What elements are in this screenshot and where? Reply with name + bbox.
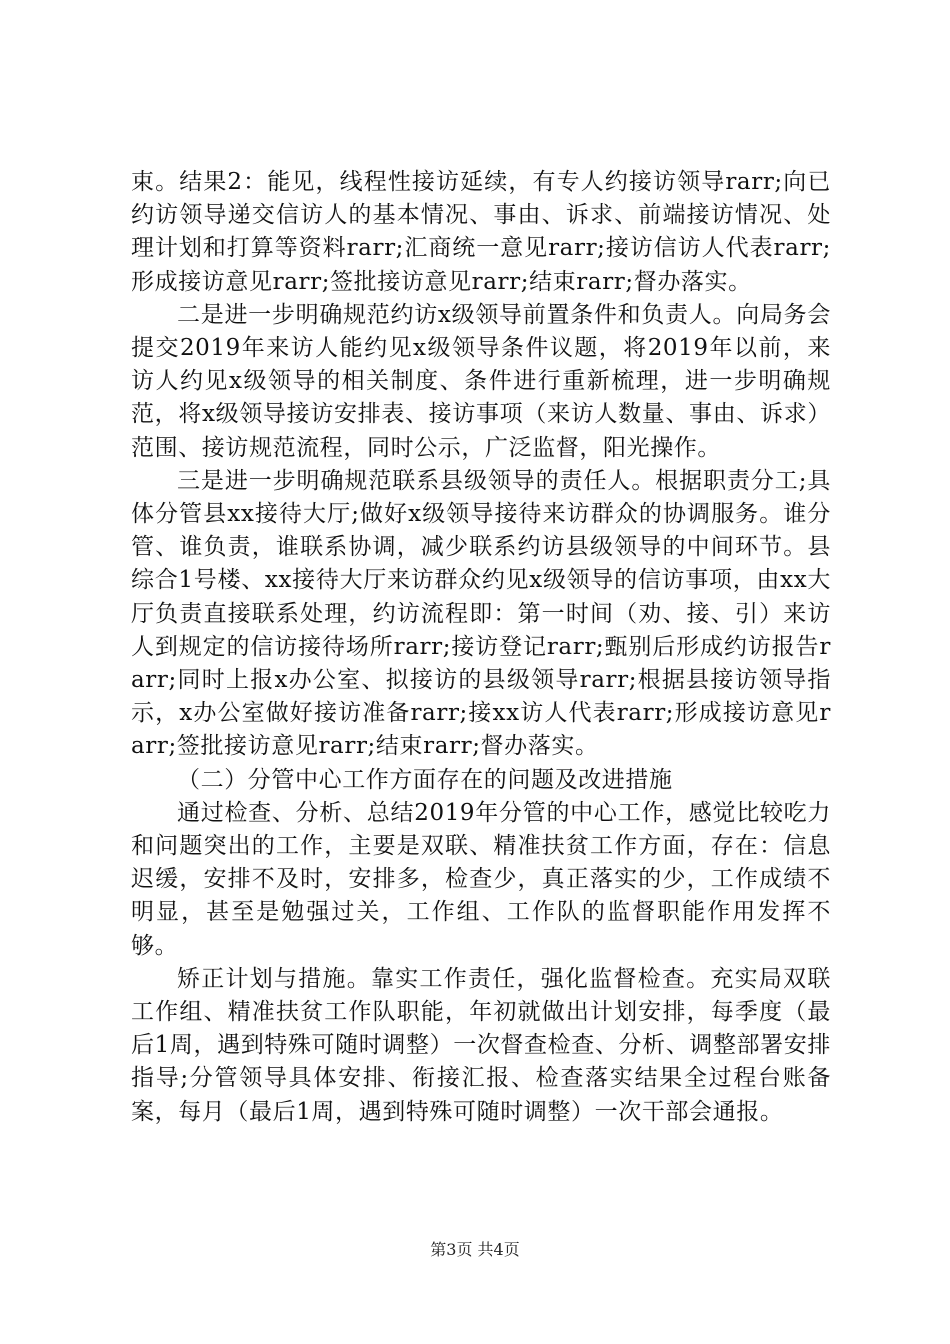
page-number: 第3页 共4页 — [430, 1240, 520, 1259]
document-body — [131, 166, 831, 1129]
paragraph-point-three: 三是进一步明确规范联系县级领导的责任人。根据职责分工;具体分管县xx接待大厅;做好x级领导接待来访群众的协调服务。谁分管、谁负责，谁联系协调，减少联系约访县级领导的中间环节。县综合1号楼、xx接待大厅来访群众约见x级领导的信访事项，由xx大厅负责直接联系处理，约访流程即：第一时间（劝、接、引）来访人到规定的信访接待场所rarr;接访登记rarr;甄别后形成约访报告rarr;同时上报x办公室、拟接访的县级领导rarr;根据县接访领导指示，x办公室做好接访准备rarr;接xx访人代表rarr;形成接访意见rarr;签批接访意见rarr;结束rarr;督办落实。 — [131, 467, 831, 760]
paragraph-problems: 通过检查、分析、总结2019年分管的中心工作，感觉比较吃力和问题突出的工作，主要是双联、精准扶贫工作方面，存在：信息迟缓，安排不及时，安排多，检查少，真正落实的少，工作成绩不明显，甚至是勉强过关，工作组、工作队的监督职能作用发挥不够。 — [131, 799, 831, 959]
section-heading: （二）分管中心工作方面存在的问题及改进措施 — [177, 766, 673, 793]
paragraph-continuation: 束。结果2：能见，线程性接访延续，有专人约接访领导rarr;向已约访领导递交信访人的基本情况、事由、诉求、前端接访情况、处理计划和打算等资料rarr;汇商统一意见rarr;接访信访人代表rarr;形成接访意见rarr;签批接访意见rarr;结束rarr;督办落实。 — [131, 169, 831, 295]
paragraph-measures: 矫正计划与措施。靠实工作责任，强化监督检查。充实局双联工作组、精准扶贫工作队职能，年初就做出计划安排，每季度（最后1周，遇到特殊可随时调整）一次督查检查、分析、调整部署安排指导;分管领导具体安排、衔接汇报、检查落实结果全过程台账备案，每月（最后1周，遇到特殊可随时调整）一次干部会通报。 — [131, 965, 831, 1125]
paragraph-point-two: 二是进一步明确规范约访x级领导前置条件和负责人。向局务会提交2019年来访人能约见x级领导条件议题，将2019年以前，来访人约见x级领导的相关制度、条件进行重新梳理，进一步明确规范，将x级领导接访安排表、接访事项（来访人数量、事由、诉求）范围、接访规范流程，同时公示，广泛监督，阳光操作。 — [131, 301, 831, 461]
